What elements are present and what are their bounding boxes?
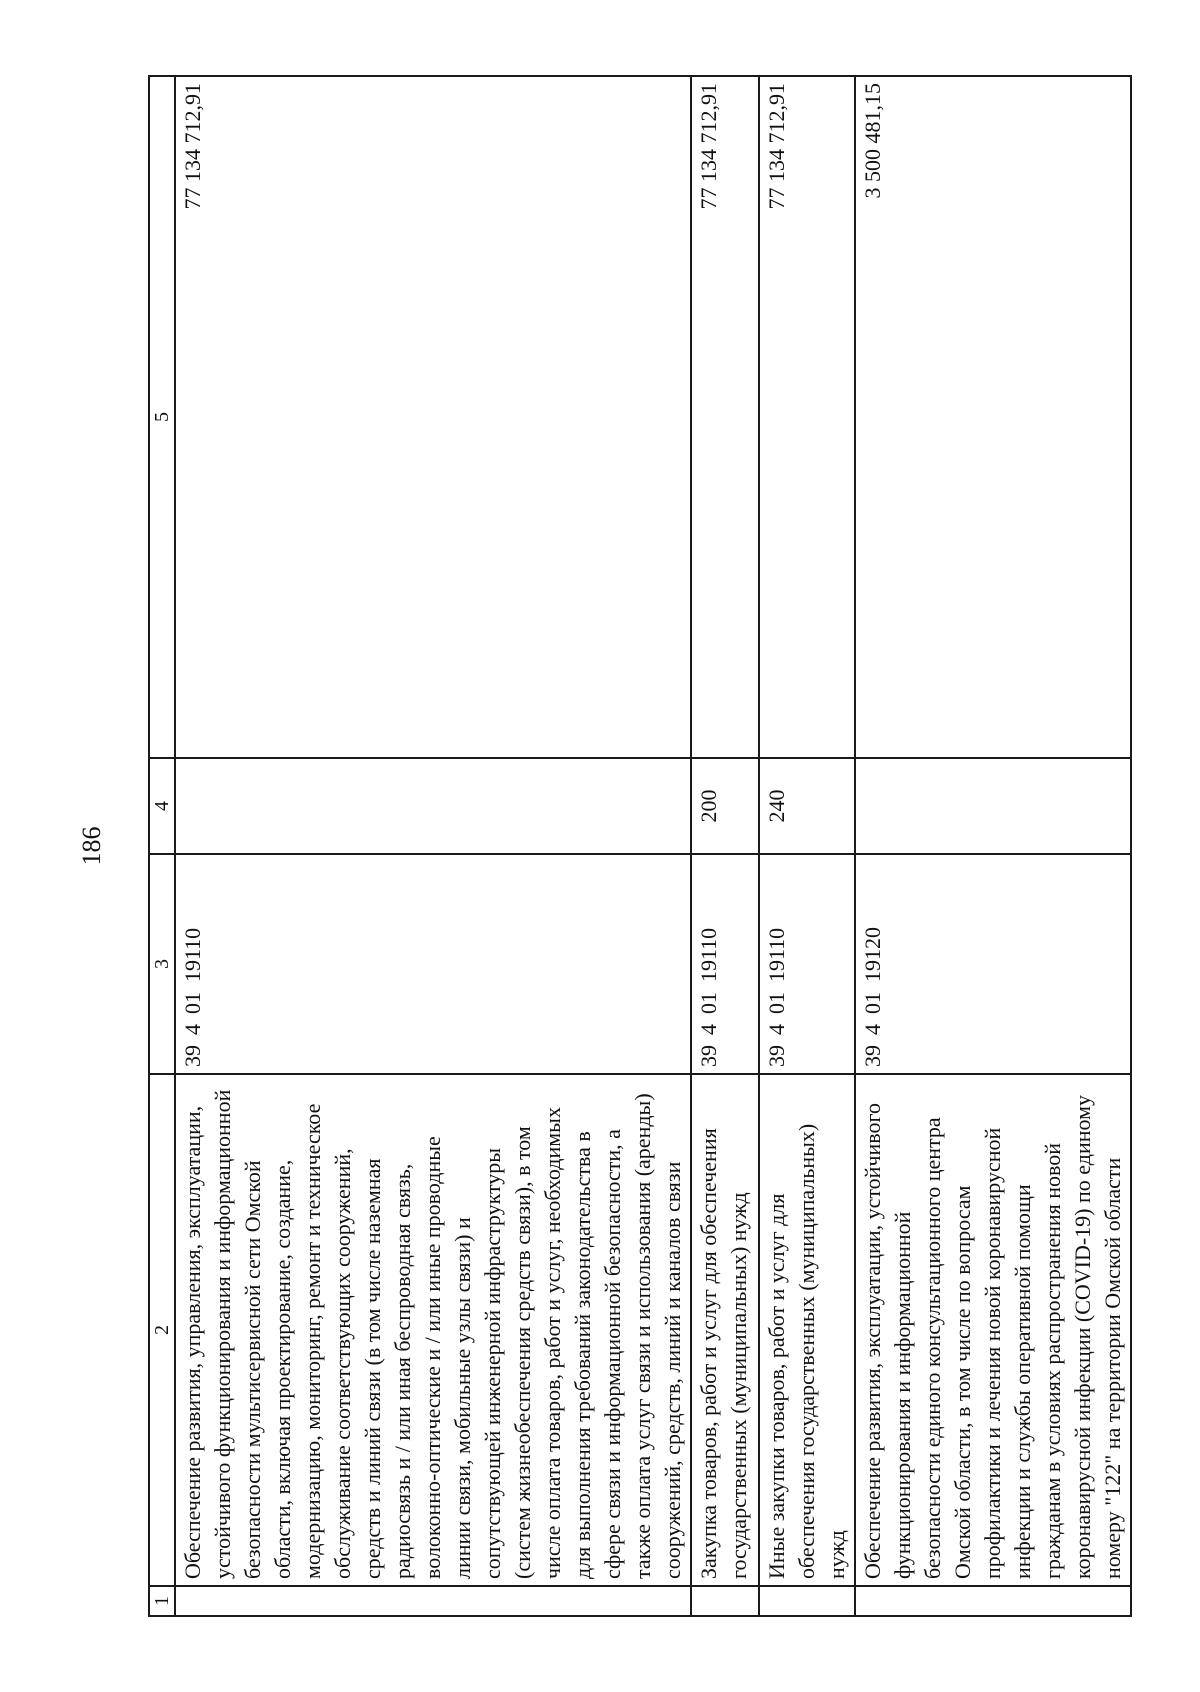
classification-code	[759, 854, 855, 1074]
code-program: 39	[764, 1045, 789, 1067]
budget-table-container	[148, 77, 1125, 1617]
header-col-2: 2	[149, 1074, 175, 1586]
amount-value: 77 134 712,91	[759, 76, 855, 758]
expense-name: Закупка товаров, работ и услуг для обеспечения государственных (муниципальных) нужд	[691, 1074, 759, 1586]
code-direction: 19110	[180, 927, 205, 982]
table-row	[175, 76, 691, 1616]
amount-value: 77 134 712,91	[691, 76, 759, 758]
header-col-5: 5	[149, 76, 175, 758]
row-index-cell	[175, 1586, 691, 1616]
header-col-1: 1	[149, 1586, 175, 1616]
code-main-activity: 01	[180, 992, 205, 1014]
code-subprogram: 4	[764, 1024, 789, 1035]
amount-value: 77 134 712,91	[175, 76, 691, 758]
code-direction: 19120	[860, 927, 885, 982]
expense-name: Иные закупки товаров, работ и услуг для обеспечения государственных (муниципальных) нужд	[759, 1074, 855, 1586]
expense-type-code	[855, 758, 1131, 854]
row-index-cell	[691, 1586, 759, 1616]
amount-value: 3 500 481,15	[855, 76, 1131, 758]
row-index-cell	[855, 1586, 1131, 1616]
header-col-3: 3	[149, 854, 175, 1074]
header-col-4: 4	[149, 758, 175, 854]
code-main-activity: 01	[860, 992, 885, 1014]
code-subprogram: 4	[180, 1024, 205, 1035]
classification-code	[175, 854, 691, 1074]
classification-code	[855, 854, 1131, 1074]
page-number: 186	[77, 826, 106, 866]
code-direction: 19110	[764, 927, 789, 982]
budget-table	[148, 75, 1132, 1617]
classification-code	[691, 854, 759, 1074]
expense-type-code: 200	[691, 758, 759, 854]
expense-type-code: 240	[759, 758, 855, 854]
code-program: 39	[696, 1045, 721, 1067]
table-row	[691, 76, 759, 1616]
header-row	[149, 76, 175, 1616]
row-index-cell	[759, 1586, 855, 1616]
code-main-activity: 01	[764, 992, 789, 1014]
expense-type-code	[175, 758, 691, 854]
code-program: 39	[180, 1045, 205, 1067]
code-subprogram: 4	[860, 1024, 885, 1035]
expense-name: Обеспечение развития, управления, эксплуатации, устойчивого функционирования и информационной безопасности мультисервисной сети Омской области, включая проектирование, создание, модернизацию, мониторинг, ремонт и техническое обслуживание соответствующих сооружений, средств и линий связи (в том числе наземная радиосвязь и / или иная беспроводная связь, волоконно-оптические и / или иные проводные линии связи, мобильные узлы связи) и сопутствующей инженерной инфраструктуры (систем жизнеобеспечения средств связи), в том числе оплата товаров, работ и услуг, необходимых для выполнения требований законодательства в сфере связи и информационной безопасности, а также оплата услуг связи и использования (аренды) сооружений, средств, линий и каналов связи	[175, 1074, 691, 1586]
code-subprogram: 4	[696, 1024, 721, 1035]
expense-name: Обеспечение развития, эксплуатации, устойчивого функционирования и информационной безопасности единого консультационного центра Омской области, в том числе по вопросам профилактики и лечения новой коронавирусной инфекции и службы оперативной помощи гражданам в условиях распространения новой коронавирусной инфекции (COVID-19) по единому номеру "122" на территории Омской области	[855, 1074, 1131, 1586]
table-row	[759, 76, 855, 1616]
code-main-activity: 01	[696, 992, 721, 1014]
code-direction: 19110	[696, 927, 721, 982]
code-program: 39	[860, 1045, 885, 1067]
table-row	[855, 76, 1131, 1616]
